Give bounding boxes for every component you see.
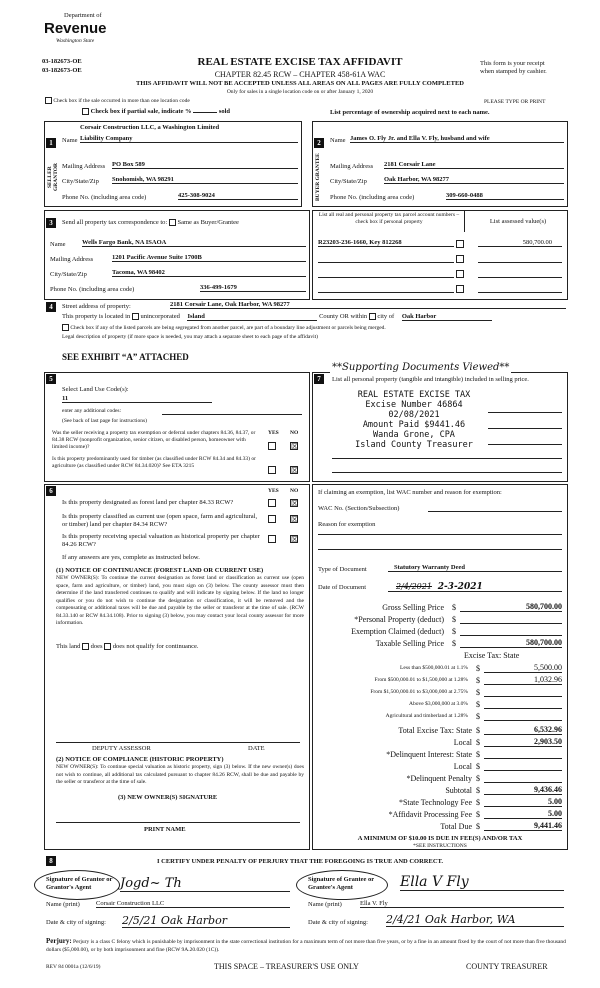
does-not-label: does not qualify for continuance. [112, 643, 199, 650]
minimum-fee-note: A MINIMUM OF $10.00 IS DUE IN FEE(S) AND/OR TAX [357, 835, 523, 842]
total-due-label: Total Due [440, 822, 472, 831]
dollar-sign: $ [476, 664, 480, 673]
dollar-sign: $ [476, 810, 480, 819]
parcel-row [316, 269, 566, 281]
s5-q1-no-checkbox[interactable]: ☒ [291, 442, 299, 451]
corr-mailing: 1201 Pacific Avenue Suite 1700B [112, 254, 306, 262]
located-row [62, 313, 572, 321]
tier-value: 5,500.00 [484, 663, 562, 673]
tier-label: From $500,000.01 to $1,500,000 at 1.28% [374, 677, 468, 683]
parcel-personal-checkbox[interactable] [456, 240, 464, 248]
exhibit-text: SEE EXHIBIT “A” ATTACHED [62, 352, 189, 362]
section-2-number: 2 [314, 138, 324, 148]
seller-name-line1: Corsair Construction LLC, a Washington Limited [80, 124, 220, 131]
seller-name-label: Name [62, 137, 78, 144]
sold-label: sold [218, 108, 231, 115]
tier-value: 1,032.96 [484, 675, 562, 685]
buyer-mailing-label: Mailing Address [330, 163, 374, 170]
stamp-line: 02/08/2021 [388, 410, 440, 420]
parcel-personal-checkbox[interactable] [456, 270, 464, 278]
agency-line3: Washington State [56, 38, 95, 44]
multi-location-label: Check box if the sale occurred in more than one location code [53, 97, 190, 104]
parcels-header-right: List assessed value(s) [489, 218, 547, 225]
s6-question-1: Is this property designated as forest land per chapter 84.33 RCW? [62, 499, 234, 506]
parcel-value [478, 254, 562, 263]
see-back-label: (See back of last page for instructions) [62, 418, 147, 424]
certify-text: I CERTIFY UNDER PENALTY OF PERJURY THAT THE FOREGOING IS TRUE AND CORRECT. [156, 858, 443, 865]
parcel-row [316, 284, 566, 296]
seller-city: Snohomish, WA 98291 [112, 176, 298, 184]
notice-compliance-text: NEW OWNER(S): To continue special valuation as historic property, sign (3) below. If the new owner(s) does not wish to continue, all additional tax calculated pursuant to chapter 84.26 RCW, shall be due and payable by the seller or transferor at the time of sale. [56, 764, 304, 785]
section-4-number: 4 [46, 302, 56, 312]
correspondence-row [62, 219, 239, 226]
corr-name-label: Name [50, 241, 66, 248]
segregated-row [62, 324, 386, 331]
dollar-sign: $ [476, 738, 480, 747]
does-checkbox[interactable] [82, 643, 89, 650]
additional-codes-line [162, 407, 302, 415]
grantor-name: Corsair Construction LLC [96, 900, 290, 908]
corr-name: Wells Fargo Bank, NA ISAOA [82, 239, 306, 247]
seller-mailing-label: Mailing Address [62, 163, 106, 170]
corr-phone: 336-499-1679 [200, 284, 306, 292]
total-due-value: 9,441.46 [484, 821, 562, 831]
print-name-label: PRINT NAME [144, 826, 186, 833]
segregated-checkbox[interactable] [62, 324, 69, 331]
dollar-sign: $ [476, 676, 480, 685]
delinquent-interest-label: *Delinquent Interest: State [386, 750, 472, 759]
form-title: REAL ESTATE EXCISE TAX AFFIDAVIT [197, 56, 403, 68]
multi-location-row [45, 97, 190, 104]
exemption-label: If claiming an exemption, list WAC number and reason for exemption: [318, 489, 502, 496]
city-of-label: city of [377, 313, 395, 320]
grantee-date-label: Date & city of signing: [308, 919, 368, 926]
same-as-buyer-checkbox[interactable] [169, 219, 176, 226]
corr-mailing-label: Mailing Address [50, 256, 94, 263]
exemption-claimed-label: Exemption Claimed (deduct) [351, 627, 444, 636]
s5-q2-yes-checkbox[interactable] [268, 466, 276, 474]
dollar-sign: $ [476, 688, 480, 697]
s5-yes-header: YES [268, 430, 279, 436]
buyer-phone: 309-660-0488 [446, 192, 564, 200]
parcel-account: R23203-236-1660, Key 812268 [318, 239, 454, 247]
personal-property-label: List all personal property (tangible and intangible) included in selling price. [332, 376, 529, 383]
parcel-personal-checkbox[interactable] [456, 285, 464, 293]
grantor-date: 2/5/21 Oak Harbor [122, 914, 290, 928]
s6-q1-no-checkbox[interactable]: ☒ [291, 499, 299, 508]
doc-type: Statutory Warranty Deed [388, 564, 562, 572]
dollar-sign: $ [476, 822, 480, 831]
section-7-number: 7 [314, 374, 324, 384]
parcel-row [316, 254, 566, 266]
dollar-sign: $ [476, 798, 480, 807]
local-value: 2,903.50 [484, 737, 562, 747]
city-name: Oak Harbor [402, 313, 492, 321]
form-chapter: CHAPTER 82.45 RCW – CHAPTER 458-61A WAC [214, 70, 386, 79]
parcels-divider [464, 210, 465, 232]
grantor-date-label: Date & city of signing: [46, 919, 106, 926]
correspondence-label: Send all property tax correspondence to: [62, 219, 168, 226]
seller-side-label: SELLER GRANTOR [47, 163, 59, 192]
county-or-label: County OR within [319, 313, 368, 320]
local2-label: Local [453, 762, 472, 771]
section-8-number: 8 [46, 856, 56, 866]
grantee-name: Ella V. Fly [360, 900, 564, 908]
revision-code: REV 84 0001a (12/6/19) [46, 964, 101, 970]
sales-note: Only for sales in a single location code on or after January 1, 2020 [226, 89, 374, 95]
pp-line [332, 472, 562, 473]
seller-city-label: City/State/Zip [62, 178, 99, 185]
located-label: This property is located in [62, 313, 131, 320]
delinquent-penalty-label: *Delinquent Penalty [406, 774, 472, 783]
treasurer-space: THIS SPACE – TREASURER'S USE ONLY [214, 962, 359, 971]
unincorporated-label: unincorporated [140, 313, 180, 320]
tier-value [484, 699, 562, 709]
county-name: Island [187, 313, 317, 321]
seller-mailing: PO Box 589 [112, 161, 298, 169]
total-state-label: Total Excise Tax: State [398, 726, 472, 735]
tech-fee-label: *State Technology Fee [398, 798, 472, 807]
local2-value [484, 761, 562, 771]
local-label: Local [453, 738, 472, 747]
section-5-number: 5 [46, 374, 56, 384]
excise-state-label: Excise Tax: State [464, 651, 520, 660]
s6-q3-no-checkbox[interactable]: ☒ [291, 535, 299, 544]
seller-phone: 425-308-9024 [178, 192, 298, 200]
agency-logo [42, 10, 132, 56]
s5-no-header: NO [290, 430, 299, 436]
agency-name: Revenue [44, 20, 107, 37]
grantor-signature: Jogd~ Th [120, 876, 290, 892]
supporting-documents: **Supporting Documents Viewed** [332, 362, 510, 373]
gross-value: 580,700.00 [460, 602, 562, 612]
subtotal-label: Subtotal [445, 786, 472, 795]
seller-name-line2: Liability Company [80, 135, 298, 143]
personal-value [460, 614, 562, 624]
section-1-number: 1 [46, 138, 56, 148]
street-label: Street address of property: [62, 303, 131, 310]
s5-question-2: Is this property predominantly used for timber (as classified under RCW 84.34 and 84.33) or agriculture (as classified under RCW 84.34.020)? See ETA 3215 [52, 456, 256, 469]
dollar-sign: $ [452, 639, 456, 648]
new-owner-signature-label: (3) NEW OWNER(S) SIGNATURE [118, 794, 218, 801]
s6-question-2: Is this property classified as current use (open space, farm and agricultural, or timber) land per chapter 84.34 RCW? [62, 513, 258, 528]
doc-date-field [388, 582, 562, 592]
tier-label: Above $3,000,000 at 3.0% [409, 701, 468, 707]
buyer-mailing: 2181 Corsair Lane [384, 161, 564, 169]
tier-value [484, 711, 562, 721]
reason-label: Reason for exemption [318, 521, 376, 528]
agency-line1: Department of [64, 12, 102, 19]
dollar-sign: $ [452, 627, 456, 636]
parcel-value [478, 284, 562, 293]
does-not-checkbox[interactable] [104, 643, 111, 650]
taxable-value: 580,700.00 [460, 638, 562, 648]
corr-phone-label: Phone No. (including area code) [50, 286, 135, 293]
s6-question-3: Is this property receiving special valuation as historical property per chapter 84.26 RCW? [62, 533, 260, 548]
grantor-name-label: Name (print) [46, 901, 80, 908]
perjury-text: Perjury is a class C felony which is punishable by imprisonment in the state correctional institution for a maximum term of not more than five years, or by a fine in an amount fixed by the court of not more than five thousand dollars ($5,000.00), or by both imprisonment and fine (RCW 9A.20.020 (1C)). [46, 939, 566, 953]
subtotal-value: 9,436.46 [484, 785, 562, 795]
s6-q2-no-checkbox[interactable]: ☒ [291, 515, 299, 524]
warning-text: THIS AFFIDAVIT WILL NOT BE ACCEPTED UNLESS ALL AREAS ON ALL PAGES ARE FULLY COMPLETED [136, 80, 464, 87]
land-use-code: 11 [62, 395, 212, 403]
tier-label: Less than $500,000.01 at 1.1% [400, 665, 468, 671]
buyer-side-label: BUYER GRANTEE [315, 153, 321, 201]
unincorporated-checkbox[interactable] [132, 313, 139, 320]
please-type: PLEASE TYPE OR PRINT [484, 99, 546, 105]
same-as-buyer-label: Same as Buyer/Grantee [177, 219, 239, 226]
s5-q2-no-checkbox[interactable]: ☒ [291, 466, 299, 475]
perjury-notice [46, 938, 566, 954]
this-land-row [56, 643, 199, 650]
s6-q1-yes-checkbox[interactable] [268, 499, 276, 507]
exemption-claimed-value [460, 626, 562, 636]
s5-question-1: Was the seller receiving a property tax exemption or deferral under chapters 84.36, 84.37, or 84.38 RCW (nonprofit organization, senior citizen, or disabled person, homeowner with limited income)? [52, 430, 256, 450]
grantee-sig-label: Signature of Grantee or Grantee's Agent [308, 876, 375, 891]
pp-line [488, 444, 562, 445]
pp-line [488, 412, 562, 413]
stamp-line: Excise Number 46864 [365, 400, 463, 410]
processing-fee-value: 5.00 [484, 809, 562, 819]
doc-date-struck: 2/4/2021 [396, 582, 432, 591]
receipt-note-1: This form is your receipt [480, 60, 545, 67]
grantee-signature: Ella V Fly [400, 874, 564, 891]
deputy-assessor-line [56, 742, 300, 743]
stamp-line: Wanda Grone, CPA [373, 430, 455, 440]
city-checkbox[interactable] [369, 313, 376, 320]
notice-continuance-text: NEW OWNER(S): To continue the current designation as forest land or classification as current use (open space, farm and agriculture, or timber) land, you must sign on (3) below. The county assessor must then determine if the land transferred continues to qualify and will indicate by signing below. If the land no longer qualifies or you do not wish to continue the designation or classification, it will be removed and the compensating or additional taxes will be due and payable by the seller or transferor at the time of sale. (RCW 84.33.140 or RCW 84.34.108). Prior to signing (3) below, you may contact your local county assessor for more information. [56, 575, 304, 626]
personal-label: *Personal Property (deduct) [354, 615, 444, 624]
reason-line [318, 549, 562, 550]
reason-line [318, 534, 562, 535]
buyer-city: Oak Harbor, WA 98277 [384, 176, 564, 184]
corr-city: Tacoma, WA 98402 [112, 269, 306, 277]
notice-compliance-title: (2) NOTICE OF COMPLIANCE (HISTORIC PROPERTY) [56, 756, 224, 763]
wac-label: WAC No. (Section/Subsection) [318, 505, 400, 512]
tech-fee-value: 5.00 [484, 797, 562, 807]
section-6-number: 6 [46, 486, 56, 496]
grantee-date: 2/4/21 Oak Harbor, WA [386, 913, 564, 927]
list-percentage-note: List percentage of ownership acquired next to each name. [330, 109, 490, 116]
parcel-account [318, 269, 454, 278]
deputy-assessor-label: DEPUTY ASSESSOR [92, 745, 151, 752]
this-land-label: This land [56, 643, 81, 650]
county-treasurer: COUNTY TREASURER [466, 962, 548, 971]
stamp-line: REAL ESTATE EXCISE TAX [357, 390, 471, 400]
perjury-label: Perjury: [46, 937, 72, 945]
delinquent-interest-value [484, 749, 562, 759]
dollar-sign: $ [476, 786, 480, 795]
s6-no-header: NO [290, 488, 299, 494]
processing-fee-label: *Affidavit Processing Fee [388, 810, 472, 819]
tier-label: Agricultural and timberland at 1.28% [385, 713, 468, 719]
partial-sale-label: Check box if partial sale, indicate % [90, 108, 192, 115]
corr-city-label: City/State/Zip [50, 271, 87, 278]
s6-q3-yes-checkbox[interactable] [268, 535, 276, 543]
s6-q2-yes-checkbox[interactable] [268, 515, 276, 523]
total-state-value: 6,532.96 [484, 725, 562, 735]
dollar-sign: $ [476, 762, 480, 771]
tier-label: From $1,500,000.01 to $3,000,000 at 2.75% [370, 689, 468, 695]
parcel-account [318, 254, 454, 263]
pp-line [488, 428, 562, 429]
street-address: 2181 Corsair Lane, Oak Harbor, WA 98277 [170, 301, 566, 309]
notice-continuance-title: (1) NOTICE OF CONTINUANCE (FOREST LAND OR CURRENT USE) [56, 567, 264, 574]
parcel-value: 580,700.00 [478, 239, 562, 247]
buyer-city-label: City/State/Zip [330, 178, 367, 185]
dollar-sign: $ [476, 726, 480, 735]
buyer-name-label: Name [330, 137, 346, 144]
form-code-1: 03-182673-OE [42, 58, 82, 65]
s5-q1-yes-checkbox[interactable] [268, 442, 276, 450]
dollar-sign: $ [452, 615, 456, 624]
new-owner-signature-line [56, 822, 300, 823]
treasurer-stamp [344, 390, 484, 450]
parcel-account [318, 284, 454, 293]
receipt-note-2: when stamped by cashier. [480, 68, 547, 75]
parcel-value [478, 269, 562, 278]
partial-sale-checkbox[interactable] [82, 108, 89, 115]
doc-date: 2-3-2021 [437, 582, 483, 592]
dollar-sign: $ [476, 712, 480, 721]
seller-phone-label: Phone No. (including area code) [62, 194, 147, 201]
segregated-label: Check box if any of the listed parcels are being segregated from another parcel, are part of a boundary line adjustment or parcels being merged. [70, 324, 386, 331]
gross-label: Gross Selling Price [382, 603, 444, 612]
parcel-row [316, 239, 566, 251]
grantor-sig-label: Signature of Grantor or Grantor's Agent [46, 876, 113, 891]
deputy-date-label: DATE [248, 745, 265, 752]
parcel-personal-checkbox[interactable] [456, 255, 464, 263]
wac-line [428, 504, 562, 512]
land-use-label: Select Land Use Code(s): [62, 386, 129, 393]
stamp-line: Amount Paid $9441.46 [362, 420, 466, 430]
see-instructions: *SEE INSTRUCTIONS [413, 843, 467, 849]
buyer-phone-label: Phone No. (including area code) [330, 194, 415, 201]
delinquent-penalty-value [484, 773, 562, 783]
dollar-sign: $ [476, 750, 480, 759]
section-3-number: 3 [46, 218, 56, 228]
form-code-2: 03-182673-OE [42, 67, 82, 74]
dollar-sign: $ [476, 774, 480, 783]
dollar-sign: $ [452, 603, 456, 612]
tier-value [484, 687, 562, 697]
s6-if-yes: If any answers are yes, complete as instructed below. [62, 554, 200, 561]
doc-date-label: Date of Document [318, 584, 367, 591]
s6-yes-header: YES [268, 488, 279, 494]
dollar-sign: $ [476, 700, 480, 709]
doc-type-label: Type of Document [318, 566, 367, 573]
multi-location-checkbox[interactable] [45, 97, 52, 104]
additional-codes-label: enter any additional codes: [62, 408, 122, 414]
stamp-line: Island County Treasurer [355, 440, 473, 450]
does-label: does [90, 643, 103, 650]
buyer-name: James O. Fly Jr. and Ella V. Fly, husband and wife [350, 135, 564, 143]
legal-description-label: Legal description of property (if more space is needed, you may attach a separate sheet to each page of the affidavit) [62, 334, 318, 340]
taxable-label: Taxable Selling Price [375, 639, 444, 648]
parcels-header-left: List all real and personal property tax parcel account numbers – check box if personal property [318, 212, 460, 225]
pp-line [332, 458, 562, 459]
partial-sale-row [82, 108, 230, 115]
grantee-name-label: Name (print) [308, 901, 342, 908]
